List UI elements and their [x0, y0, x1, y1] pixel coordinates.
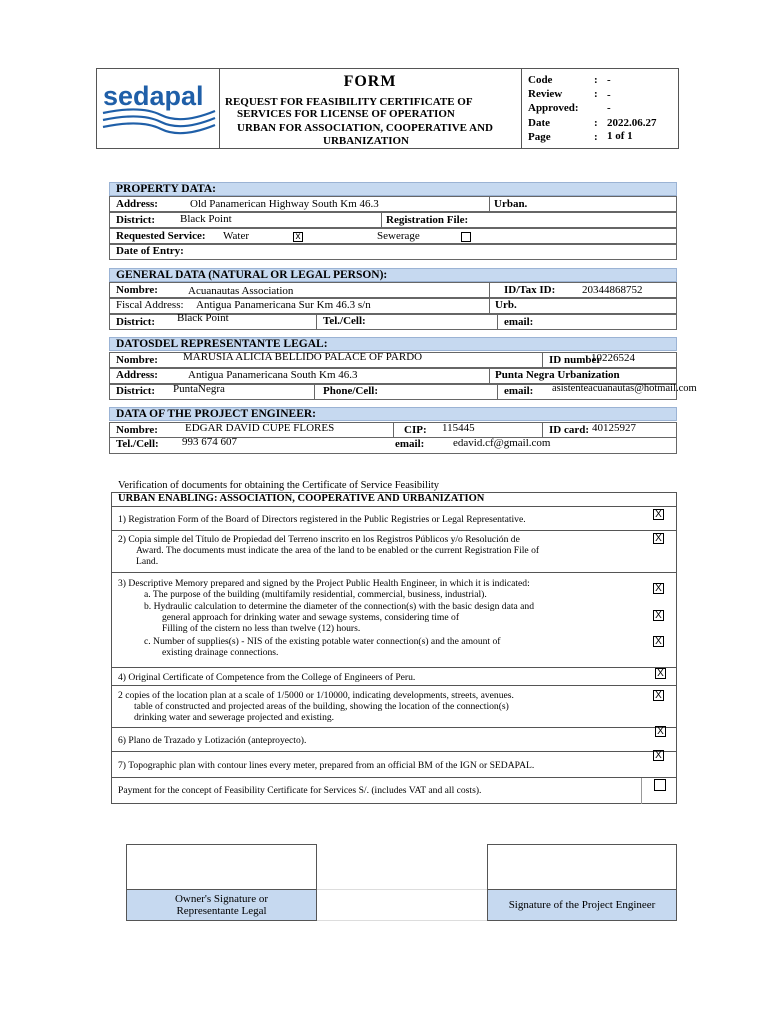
water-checkbox[interactable]: x: [293, 232, 303, 242]
property-district-row: [109, 212, 677, 228]
form-subtitle-line: SERVICES FOR LICENSE OF OPERATION: [237, 108, 455, 120]
legal-section-bar: [109, 337, 677, 351]
checklist-checkbox[interactable]: X: [653, 583, 664, 594]
district-value[interactable]: Black Point: [180, 213, 232, 225]
document-meta: [521, 69, 678, 148]
cip-value[interactable]: 115445: [442, 422, 475, 434]
checklist-item-text: Filling of the cistern no less than twelve (12) hours.: [162, 623, 361, 634]
email-label: email:: [504, 385, 534, 397]
legal-district-row: [109, 383, 697, 400]
engineer-section-bar: [109, 407, 677, 421]
meta-date-label: Date: [528, 117, 550, 129]
payment-checkbox[interactable]: [654, 779, 666, 791]
checklist-checkbox[interactable]: X: [653, 750, 664, 761]
district-label: District:: [116, 214, 156, 226]
general-district-row: [109, 314, 677, 330]
engineer-name-value[interactable]: EDGAR DAVID CUPE FLORES: [185, 422, 335, 434]
logo-cell: [97, 69, 220, 148]
general-name-row: [109, 282, 677, 298]
cip-label: CIP:: [404, 424, 427, 436]
property-date-row: [109, 244, 677, 260]
owner-signature-label: [126, 889, 317, 921]
checklist-item-text: table of constructed and projected areas of the building, showing the location of the connection(s): [134, 701, 509, 712]
engineer-signature-label: Signature of the Project Engineer: [487, 889, 677, 921]
owner-signature-line2: Representante Legal: [176, 905, 267, 917]
form-title: FORM: [343, 73, 397, 90]
sedapal-logo-icon: [101, 75, 217, 141]
legal-section-title: DATOSDEL REPRESENTANTE LEGAL:: [116, 338, 328, 350]
general-section-title: GENERAL DATA (NATURAL OR LEGAL PERSON):: [116, 269, 388, 281]
sewerage-checkbox[interactable]: [461, 232, 471, 242]
checklist-item: [112, 685, 676, 727]
title-cell: [219, 69, 522, 148]
email-label: email:: [395, 438, 425, 450]
date-of-entry-label: Date of Entry:: [116, 245, 184, 257]
address-label: Address:: [116, 198, 158, 210]
district-label: District:: [116, 316, 156, 328]
checklist-item: [112, 506, 676, 530]
checklist-item-text: 1) Registration Form of the Board of Directors registered in the Public Registries or Legal Representative.: [118, 514, 526, 525]
engineer-section-title: DATA OF THE PROJECT ENGINEER:: [116, 408, 317, 420]
form-subtitle-line: URBAN FOR ASSOCIATION, COOPERATIVE AND: [237, 122, 493, 134]
meta-code-value: -: [607, 74, 611, 86]
property-section-bar: [109, 182, 677, 196]
id-number-label: ID number: [549, 354, 602, 366]
address-value[interactable]: Antigua Panamericana South Km 46.3: [188, 369, 358, 381]
fiscal-address-label: Fiscal Address:: [116, 299, 184, 311]
address-value[interactable]: Old Panamerican Highway South Km 46.3: [190, 198, 379, 210]
meta-code-label: Code: [528, 74, 553, 86]
fiscal-address-value[interactable]: Antigua Panamericana Sur Km 46.3 s/n: [196, 299, 371, 311]
checklist-checkbox[interactable]: X: [653, 610, 664, 621]
id-number-value[interactable]: 10226524: [591, 352, 635, 364]
name-label: Nombre:: [116, 284, 158, 296]
checklist-checkbox[interactable]: X: [653, 636, 664, 647]
checklist-item-text: 6) Plano de Trazado y Lotización (anteproyecto).: [118, 735, 307, 746]
district-value[interactable]: Black Point: [177, 312, 229, 324]
tel-cell-label: Tel./Cell:: [323, 315, 366, 327]
checklist-item-text: 4) Original Certificate of Competence from the College of Engineers of Peru.: [118, 672, 416, 683]
checklist-heading: URBAN ENABLING: ASSOCIATION, COOPERATIVE AND URBANIZATION: [118, 493, 485, 504]
address-label: Address:: [116, 369, 158, 381]
meta-approved-value: -: [607, 102, 611, 114]
checklist-item: [112, 530, 676, 572]
checklist-item-text: 2 copies of the location plan at a scale of 1/5000 or 1/10000, indicating developments, streets, avenues.: [118, 690, 514, 701]
owner-signature-line1: Owner's Signature or: [174, 893, 269, 905]
meta-review-sep: :: [594, 88, 598, 100]
urbanization-label: Punta Negra Urbanization: [495, 369, 620, 381]
checklist-checkbox[interactable]: X: [653, 690, 664, 701]
checklist-item: [112, 667, 676, 685]
checklist-item: [112, 572, 676, 667]
legal-name-row: [109, 352, 677, 368]
form-subtitle-line: URBANIZATION: [323, 135, 409, 147]
checklist-item-text: 7) Topographic plan with contour lines every meter, prepared from an official BM of the IGN or SEDAPAL.: [118, 760, 535, 771]
general-section-bar: [109, 268, 677, 282]
checklist-item-text: existing drainage connections.: [162, 647, 279, 658]
checklist-item-text: Land.: [136, 556, 159, 567]
email-label: email:: [504, 316, 534, 328]
email-value[interactable]: asistenteacuanautas@hotmail.com: [552, 383, 697, 394]
document-checklist: [111, 492, 677, 804]
representative-name-value[interactable]: MARUSIA ALICIA BELLIDO PALACE OF PARDO: [183, 351, 423, 363]
registration-file-label: Registration File:: [386, 214, 469, 226]
taxid-label: ID/Tax ID:: [504, 284, 556, 296]
meta-code-sep: :: [594, 74, 598, 86]
checklist-item: [112, 751, 676, 777]
checklist-item-text: Award. The documents must indicate the area of the land to be enabled or the current Registration File of: [136, 545, 540, 556]
owner-signature-box[interactable]: [126, 844, 317, 890]
urb-label: Urb.: [495, 299, 517, 311]
engineer-signature-box[interactable]: [487, 844, 677, 890]
urban-label: Urban.: [494, 198, 528, 210]
engineer-tel-row: [109, 438, 677, 454]
meta-date-value: 2022.06.27: [607, 117, 657, 129]
district-value[interactable]: PuntaNegra: [173, 383, 225, 395]
property-section-title: PROPERTY DATA:: [116, 183, 217, 195]
checklist-item-text: drinking water and sewerage projected and existing.: [134, 712, 335, 723]
checklist-checkbox[interactable]: X: [653, 533, 664, 544]
logo-text: sedapal: [103, 81, 204, 111]
name-label: Nombre:: [116, 354, 158, 366]
meta-approved-label: Approved:: [528, 102, 579, 114]
name-value[interactable]: Acuanautas Association: [188, 285, 294, 297]
form-header: [96, 68, 679, 149]
checklist-item: [112, 727, 676, 751]
checklist-item-text: 3) Descriptive Memory prepared and signed by the Project Public Health Engineer, in which it is indicated:: [118, 578, 530, 589]
checklist-item-text: general approach for drinking water and sewage systems, considering time of: [162, 612, 460, 623]
requested-service-label: Requested Service:: [116, 230, 206, 242]
meta-page-sep: :: [594, 131, 598, 143]
property-service-row: [109, 228, 677, 244]
checklist-item: [112, 777, 676, 803]
checklist-item-text: b. Hydraulic calculation to determine the diameter of the connection(s) with the basic design data and: [144, 601, 535, 612]
phone-cell-label: Phone/Cell:: [323, 385, 378, 397]
meta-review-label: Review: [528, 88, 563, 100]
checklist-checkbox[interactable]: X: [653, 509, 664, 520]
property-address-row: [109, 196, 677, 212]
service-sewerage-label: Sewerage: [377, 230, 420, 242]
email-value[interactable]: edavid.cf@gmail.com: [453, 437, 551, 449]
service-water-label: Water: [223, 230, 249, 242]
meta-page-value: 1 of 1: [607, 130, 633, 142]
meta-page-label: Page: [528, 131, 551, 143]
meta-review-value: -: [607, 89, 611, 101]
name-label: Nombre:: [116, 424, 158, 436]
tel-cell-label: Tel./Cell:: [116, 438, 159, 450]
verification-intro: Verification of documents for obtaining the Certificate of Service Feasibility: [118, 480, 440, 491]
taxid-value[interactable]: 20344868752: [582, 284, 643, 296]
tel-cell-value[interactable]: 993 674 607: [182, 436, 237, 448]
checklist-checkbox[interactable]: X: [655, 668, 666, 679]
checklist-item-text: c. Number of supplies(s) - NIS of the existing potable water connection(s) and the amount of: [144, 636, 501, 647]
id-card-label: ID card:: [549, 424, 590, 436]
district-label: District:: [116, 385, 156, 397]
checklist-checkbox[interactable]: X: [655, 726, 666, 737]
id-card-value[interactable]: 40125927: [592, 422, 636, 434]
checklist-item-text: a. The purpose of the building (multifamily residential, commercial, business, industrial).: [144, 589, 487, 600]
checklist-item-text: Payment for the concept of Feasibility Certificate for Services S/. (includes VAT and all costs).: [118, 785, 482, 796]
signature-gap: [317, 889, 487, 921]
checklist-item-text: 2) Copia simple del Título de Propiedad del Terreno inscrito en los Registros Públicos y/o Resolución de: [118, 534, 520, 545]
form-subtitle-line: REQUEST FOR FEASIBILITY CERTIFICATE OF: [225, 96, 473, 108]
meta-date-sep: :: [594, 117, 598, 129]
legal-address-row: [109, 368, 677, 384]
